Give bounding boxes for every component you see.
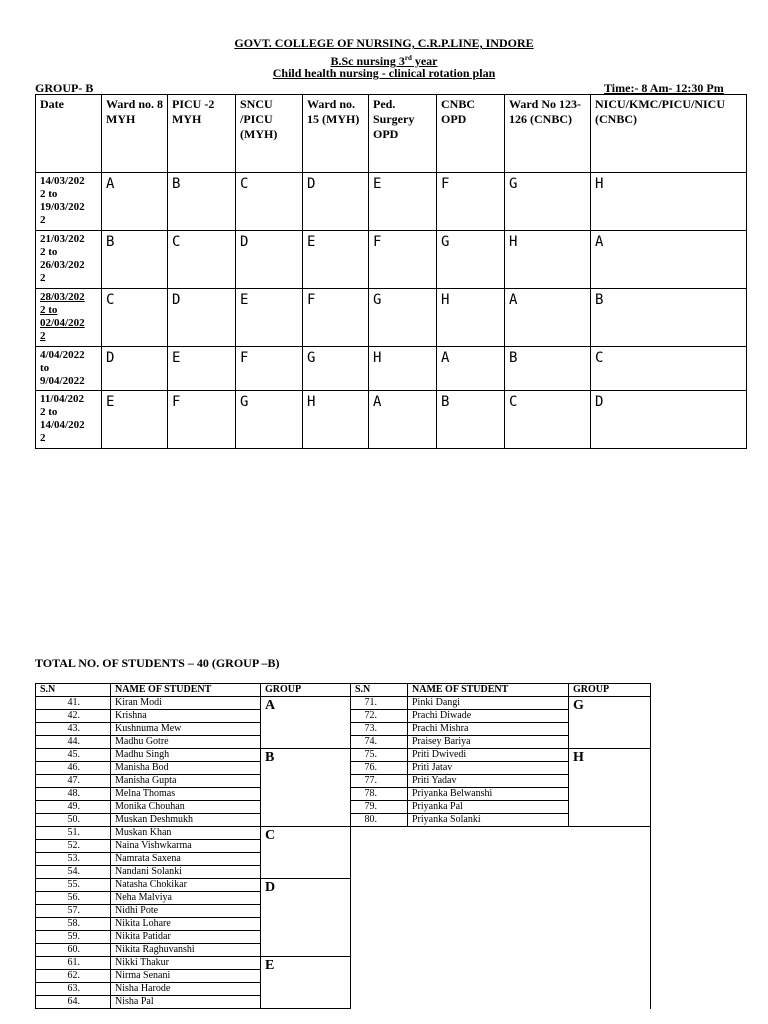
group-cell: A [437,347,505,391]
student-sn: 43. [36,723,111,736]
student-name: Priyanka Solanki [408,814,569,827]
column-header: NAME OF STUDENT [111,684,261,697]
student-name: Kushnuma Mew [111,723,261,736]
student-sn: 56. [36,892,111,905]
student-name: Prachi Diwade [408,710,569,723]
student-name: Priyanka Belwanshi [408,788,569,801]
empty-area [351,827,651,1009]
group-label: G [569,697,651,749]
student-sn: 76. [351,762,408,775]
student-name: Priyanka Pal [408,801,569,814]
student-name: Manisha Bod [111,762,261,775]
column-header: Ward no. 8 MYH [102,95,168,173]
group-cell: G [303,347,369,391]
date-cell [36,231,102,289]
student-name: Muskan Khan [111,827,261,840]
student-sn: 60. [36,944,111,957]
student-name: Nisha Harode [111,983,261,996]
group-cell: F [369,231,437,289]
student-sn: 55. [36,879,111,892]
student-name: Nandani Solanki [111,866,261,879]
student-sn: 58. [36,918,111,931]
group-cell: F [168,391,236,449]
column-header: S.N [351,684,408,697]
student-name: Nirma Senani [111,970,261,983]
student-name: Madhu Singh [111,749,261,762]
student-name: Melna Thomas [111,788,261,801]
student-name: Nidhi Pote [111,905,261,918]
student-row [36,697,651,710]
student-sn: 45. [36,749,111,762]
group-cell: C [236,173,303,231]
student-sn: 77. [351,775,408,788]
student-name: Priti Jatav [408,762,569,775]
students-table [35,683,651,1009]
student-sn: 75. [351,749,408,762]
date-line: 02/04/202 [40,317,85,329]
group-cell: B [102,231,168,289]
group-label: D [261,879,351,957]
group-cell: D [591,391,747,449]
student-sn: 49. [36,801,111,814]
date-cell [36,391,102,449]
date-line: 4/04/2022 [40,349,85,361]
group-cell: B [591,289,747,347]
group-cell: E [303,231,369,289]
group-cell: D [236,231,303,289]
date-line: 11/04/202 [40,393,85,405]
date-line: 2 [40,272,46,284]
group-cell: A [505,289,591,347]
students-header-row [36,684,651,697]
group-cell: F [303,289,369,347]
column-header: Ped. Surgery OPD [369,95,437,173]
date-line: 9/04/2022 [40,375,85,387]
group-cell: A [591,231,747,289]
student-sn: 63. [36,983,111,996]
rotation-row [36,391,747,449]
group-cell: E [369,173,437,231]
student-sn: 47. [36,775,111,788]
group-cell: G [505,173,591,231]
student-name: Praisey Bariya [408,736,569,749]
column-header: Date [36,95,102,173]
student-name: Priti Yadav [408,775,569,788]
student-sn: 73. [351,723,408,736]
student-sn: 61. [36,957,111,970]
student-sn: 72. [351,710,408,723]
column-header: CNBC OPD [437,95,505,173]
student-sn: 53. [36,853,111,866]
group-cell: F [236,347,303,391]
group-cell: G [369,289,437,347]
student-sn: 79. [351,801,408,814]
date-line: 14/03/202 [40,175,85,187]
student-name: Naina Vishwkarma [111,840,261,853]
student-name: Natasha Chokikar [111,879,261,892]
column-header: Ward No 123-126 (CNBC) [505,95,591,173]
plan-title: Child health nursing - clinical rotation plan [272,66,496,80]
student-sn: 52. [36,840,111,853]
group-cell: H [591,173,747,231]
group-label: GROUP- B [35,81,94,95]
rotation-table [35,94,747,449]
group-cell: C [168,231,236,289]
date-line: to [40,362,50,374]
column-header: NICU/KMC/PICU/NICU (CNBC) [591,95,747,173]
student-sn: 74. [351,736,408,749]
group-cell: A [369,391,437,449]
rotation-header-row [36,95,747,173]
group-cell: D [303,173,369,231]
student-name: Pinki Dangi [408,697,569,710]
rotation-row [36,173,747,231]
date-line: 2 [40,214,46,226]
student-sn: 50. [36,814,111,827]
group-label: A [261,697,351,749]
student-sn: 46. [36,762,111,775]
date-line: 21/03/202 [40,233,85,245]
date-line: 2 [40,432,46,444]
group-label: H [569,749,651,827]
student-row [36,749,651,762]
time-label: Time:- 8 Am- 12:30 Pm [604,81,724,95]
column-header: GROUP [261,684,351,697]
date-line: 2 to [40,304,58,316]
student-name: Manisha Gupta [111,775,261,788]
student-name: Prachi Mishra [408,723,569,736]
date-line: 28/03/202 [40,291,85,303]
student-name: Krishna [111,710,261,723]
group-cell: A [102,173,168,231]
date-cell [36,347,102,391]
student-name: Nikita Patidar [111,931,261,944]
date-line: 19/03/202 [40,201,85,213]
student-sn: 41. [36,697,111,710]
group-cell: B [505,347,591,391]
group-cell: H [505,231,591,289]
group-cell: D [102,347,168,391]
student-name: Madhu Gotre [111,736,261,749]
student-sn: 71. [351,697,408,710]
student-name: Nikita Lohare [111,918,261,931]
column-header: SNCU /PICU (MYH) [236,95,303,173]
student-name: Namrata Saxena [111,853,261,866]
student-name: Kiran Modi [111,697,261,710]
group-cell: E [236,289,303,347]
group-label: E [261,957,351,1009]
rotation-row [36,289,747,347]
college-title: GOVT. COLLEGE OF NURSING, C.R.P.LINE, INDORE [234,36,534,50]
student-sn: 51. [36,827,111,840]
group-cell: E [168,347,236,391]
student-name: Monika Chouhan [111,801,261,814]
student-sn: 78. [351,788,408,801]
total-students-label: TOTAL NO. OF STUDENTS – 40 (GROUP –B) [35,656,280,670]
group-label: B [261,749,351,827]
student-sn: 59. [36,931,111,944]
group-cell: H [437,289,505,347]
student-sn: 62. [36,970,111,983]
group-cell: B [437,391,505,449]
date-line: 2 to [40,246,58,258]
group-cell: F [437,173,505,231]
date-cell [36,173,102,231]
date-line: 14/04/202 [40,419,85,431]
group-cell: C [102,289,168,347]
student-name: Muskan Deshmukh [111,814,261,827]
group-cell: H [303,391,369,449]
student-sn: 80. [351,814,408,827]
student-name: Priti Dwivedi [408,749,569,762]
student-row [36,827,651,840]
student-name: Nikita Raghuvanshi [111,944,261,957]
student-name: Nisha Pal [111,996,261,1009]
date-line: 2 to [40,188,58,200]
group-label: C [261,827,351,879]
student-sn: 57. [36,905,111,918]
student-sn: 42. [36,710,111,723]
student-name: Neha Malviya [111,892,261,905]
group-cell: D [168,289,236,347]
group-cell: G [437,231,505,289]
group-cell: B [168,173,236,231]
rotation-row [36,231,747,289]
column-header: S.N [36,684,111,697]
column-header: GROUP [569,684,651,697]
column-header: NAME OF STUDENT [408,684,569,697]
column-header: Ward no. 15 (MYH) [303,95,369,173]
date-line: 26/03/202 [40,259,85,271]
group-cell: C [591,347,747,391]
student-sn: 44. [36,736,111,749]
date-line: 2 [40,330,46,342]
group-cell: G [236,391,303,449]
student-sn: 64. [36,996,111,1009]
date-cell [36,289,102,347]
rotation-row [36,347,747,391]
student-sn: 54. [36,866,111,879]
course-title: B.Sc nursing 3rd year [330,54,438,68]
date-line: 2 to [40,406,58,418]
group-cell: C [505,391,591,449]
group-cell: E [102,391,168,449]
group-cell: H [369,347,437,391]
student-name: Nikki Thakur [111,957,261,970]
column-header: PICU -2 MYH [168,95,236,173]
student-sn: 48. [36,788,111,801]
